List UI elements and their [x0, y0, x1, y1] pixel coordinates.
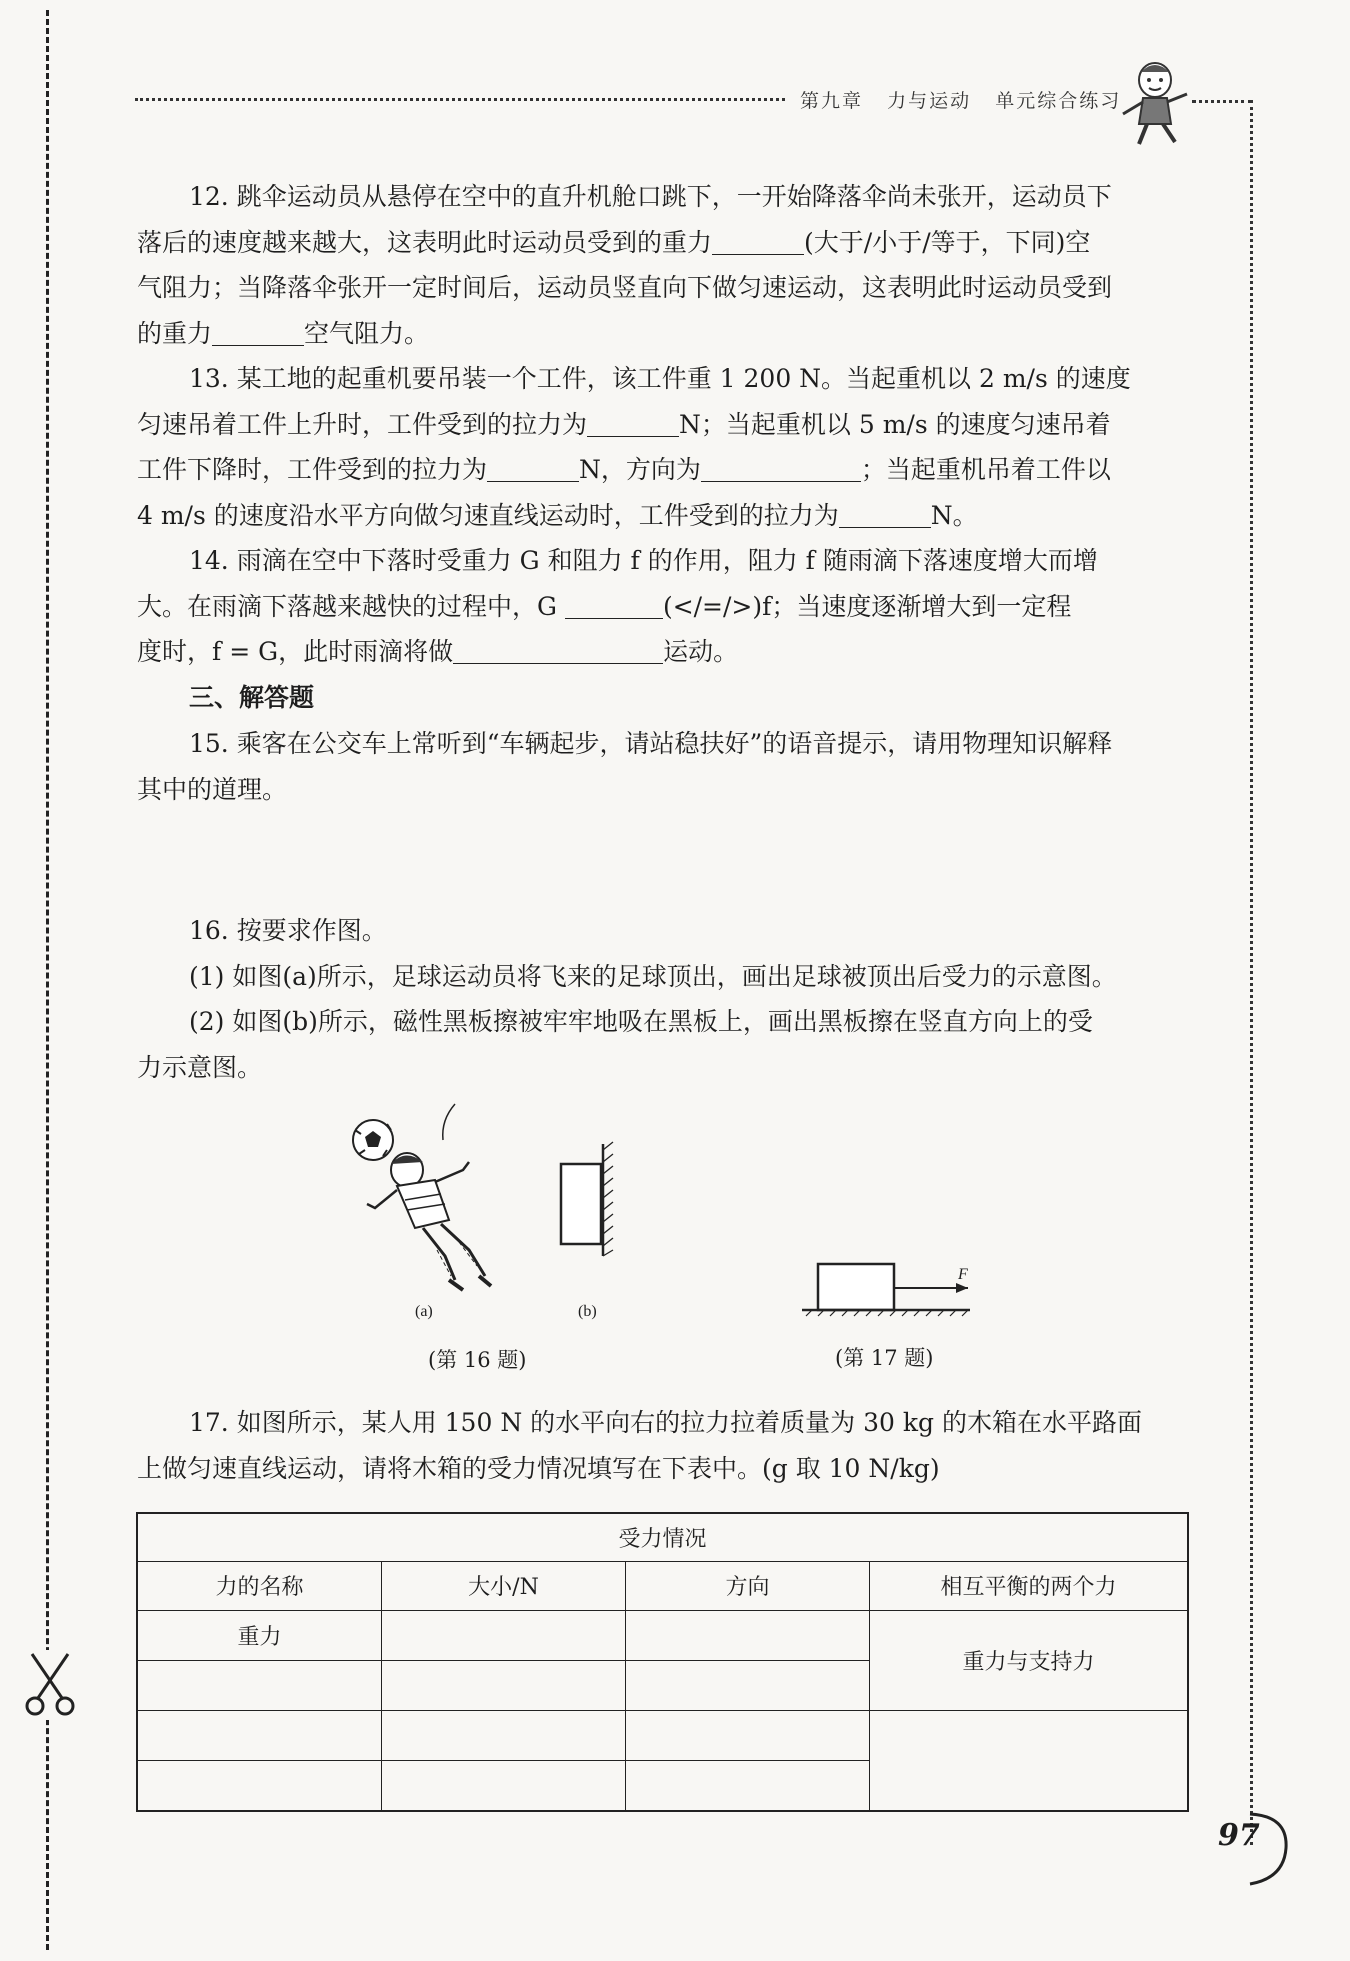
table-cell-blank[interactable] [382, 1610, 626, 1660]
answer-blank[interactable] [453, 637, 663, 664]
q14-line: 大。在雨滴下落越来越快的过程中，G (</=/>)f；当速度逐渐增大到一定程 [137, 591, 1072, 621]
running-header [800, 86, 1121, 113]
force-label: F [958, 1266, 968, 1283]
q12-line: 气阻力；当降落伞张开一定时间后，运动员竖直向下做匀速运动，这表明此时运动员受到 [137, 273, 1113, 302]
figure-a-footballer [345, 1100, 525, 1300]
figure-17-caption: (第 17 题) [835, 1346, 934, 1370]
question-15 [137, 721, 1190, 812]
table-title: 受力情况 [137, 1513, 1188, 1561]
page-number: 97 [1218, 1818, 1260, 1853]
table-cell-blank[interactable] [626, 1761, 870, 1811]
caption-a: (a) [415, 1303, 433, 1320]
table-cell-blank[interactable] [626, 1711, 870, 1761]
table-cell: 重力与支持力 [870, 1610, 1189, 1710]
margin-rule [1250, 100, 1253, 1845]
q13-line: 工件下降时，工件受到的拉力为 N，方向为 ；当起重机吊着工件以 [137, 455, 1111, 484]
figure-16-caption: (第 16 题) [428, 1348, 527, 1372]
table-cell-blank[interactable] [626, 1610, 870, 1660]
q13-line: 13. 某工地的起重机要吊装一个工件，该工件重 1 200 N。当起重机以 2 m/s 的速度 [189, 364, 1131, 393]
q12-line: 12. 跳伞运动员从悬停在空中的直升机舱口跳下，一开始降落伞尚未张开，运动员下 [189, 182, 1112, 211]
table-cell-blank[interactable] [382, 1761, 626, 1811]
answer-blank[interactable] [701, 455, 861, 482]
scissors-icon [22, 1650, 78, 1720]
q13-line: 4 m/s 的速度沿水平方向做匀速直线运动时，工件受到的拉力为 N。 [137, 500, 978, 530]
q15-line: 15. 乘客在公交车上常听到“车辆起步，请站稳扶好”的语音提示，请用物理知识解释 [189, 729, 1113, 758]
question-16 [137, 908, 1190, 1090]
answer-blank[interactable] [712, 228, 804, 255]
q13-line: 匀速吊着工件上升时，工件受到的拉力为 N；当起重机以 5 m/s 的速度匀速吊着 [137, 409, 1111, 439]
answer-blank[interactable] [487, 455, 579, 482]
force-table [136, 1512, 1189, 1812]
q14-line: 度时，f = G，此时雨滴将做 运动。 [137, 637, 739, 666]
answer-blank[interactable] [212, 319, 304, 346]
q16-line: (2) 如图(b)所示，磁性黑板擦被牢牢地吸在黑板上，画出黑板擦在竖直方向上的受 [189, 1007, 1093, 1036]
answer-blank[interactable] [839, 501, 931, 528]
q17-line: 上做匀速直线运动，请将木箱的受力情况填写在下表中。(g 取 10 N/kg) [137, 1453, 940, 1483]
header-section: 单元综合练习 [995, 90, 1122, 112]
table-header: 大小/N [382, 1561, 626, 1610]
q12-line: 落后的速度越来越大，这表明此时运动员受到的重力 (大于/小于/等于，下同)空 [137, 227, 1091, 257]
q16-line: 力示意图。 [137, 1052, 263, 1082]
q15-line: 其中的道理。 [137, 774, 288, 804]
q14-line: 14. 雨滴在空中下落时受重力 G 和阻力 f 的作用，阻力 f 随雨滴下落速度增大而增 [189, 546, 1098, 575]
table-cell-blank[interactable] [137, 1660, 382, 1710]
figure-17-box [800, 1258, 980, 1318]
caption-b: (b) [578, 1303, 597, 1320]
answer-blank[interactable] [565, 592, 663, 619]
question-17 [137, 1400, 1190, 1491]
table-cell-blank[interactable] [382, 1711, 626, 1761]
section-heading [137, 675, 1190, 721]
table-header: 方向 [626, 1561, 870, 1610]
header-title: 力与运动 [887, 90, 972, 112]
table-cell-blank[interactable] [137, 1761, 382, 1811]
question-14 [137, 538, 1190, 675]
header-rule-right [1192, 100, 1252, 103]
q16-line: (1) 如图(a)所示，足球运动员将飞来的足球顶出，画出足球被顶出后受力的示意图。 [189, 961, 1117, 991]
q16-line: 16. 按要求作图。 [189, 916, 387, 945]
q17-line: 17. 如图所示，某人用 150 N 的水平向右的拉力拉着质量为 30 kg 的木箱在水平路面 [189, 1408, 1142, 1437]
table-cell: 重力 [137, 1610, 382, 1660]
table-cell-blank[interactable] [870, 1711, 1189, 1811]
mascot-illustration [1115, 58, 1195, 148]
table-cell-blank[interactable] [626, 1660, 870, 1710]
table-cell-blank[interactable] [382, 1660, 626, 1710]
q12-line: 的重力 空气阻力。 [137, 318, 430, 348]
figure-b-eraser [555, 1140, 615, 1260]
question-13 [137, 356, 1190, 538]
header-chapter: 第九章 [800, 90, 864, 112]
table-header: 力的名称 [137, 1561, 382, 1610]
table-cell-blank[interactable] [137, 1711, 382, 1761]
question-12 [137, 174, 1190, 356]
section-title: 三、解答题 [189, 683, 315, 712]
answer-blank[interactable] [587, 410, 679, 437]
header-rule [135, 98, 785, 101]
table-header: 相互平衡的两个力 [870, 1561, 1189, 1610]
